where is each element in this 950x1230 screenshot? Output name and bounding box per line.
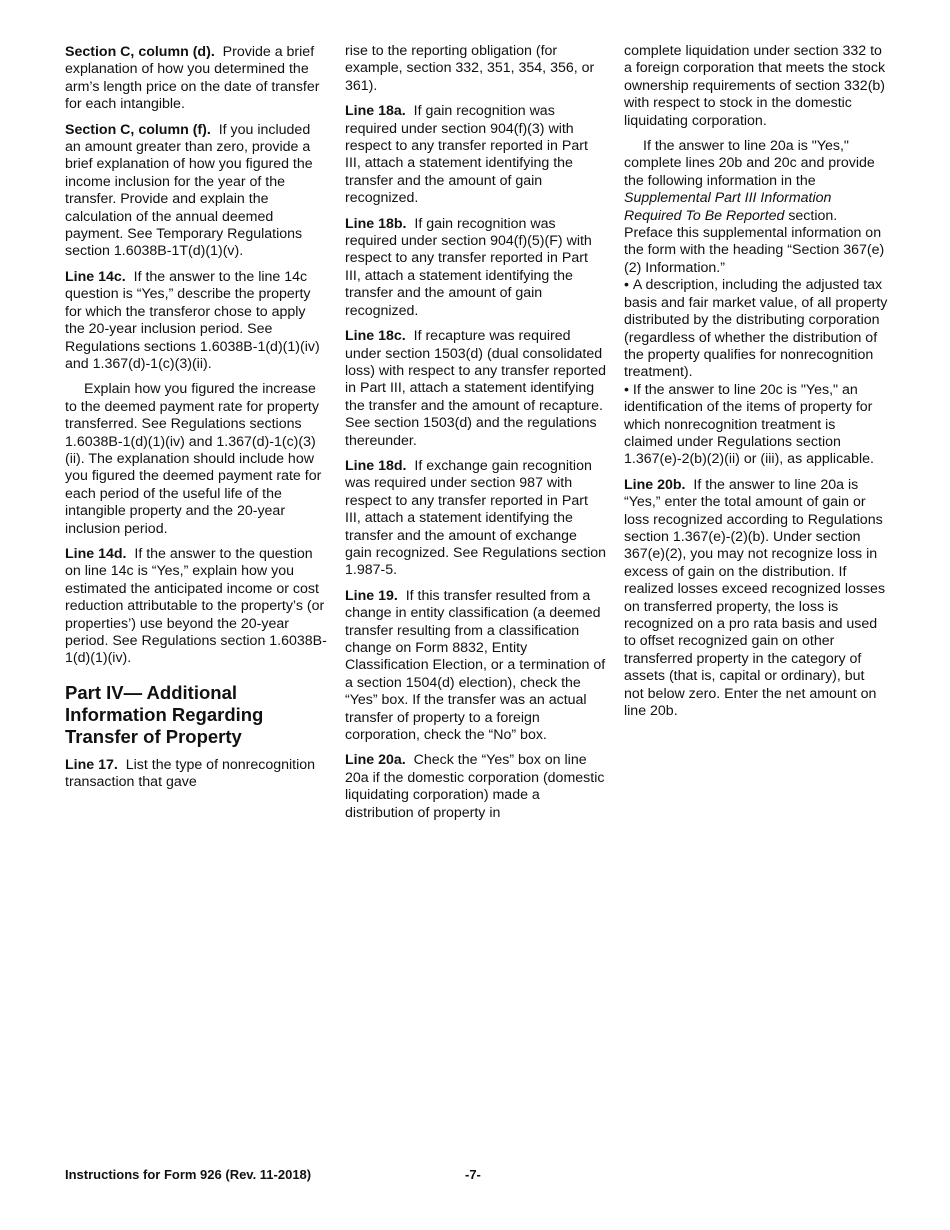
paragraph-line-19: Line 19. If this transfer resulted from a change in entity classification (a deemed transfer resulting from a classification change on Form 8832, Entity Classification Election, or a termination of a section 1504(d) election), check the “Yes” box. If the transfer was an actual transfer of property to a foreign corporation, check the “No” box. [345,587,606,744]
paragraph-line-18c: Line 18c. If recapture was required under section 1503(d) (dual consolidated loss) with respect to any transfer reported in Part III, attach a statement identifying the transfer and the amount of recapture. See section 1503(d) and the regulations thereunder. [345,328,607,449]
column-right [624,43,888,728]
column-middle [345,43,607,830]
part-iv-heading: Part IV— Additional Information Regarding Transfer of Property [65,681,264,747]
footer-form-title: Instructions for Form 926 (Rev. 11-2018) [65,1167,312,1182]
bullet-identification: • If the answer to line 20c is "Yes," an identification of the items of property for which nonrecognition treatment is claimed under Regulations section 1.367(e)-2(b)(2)(ii) or (iii), as applicable. [624,382,888,469]
paragraph-supplemental-info: If the answer to line 20a is "Yes," complete lines 20b and 20c and provide the following information in the Supplemental Part III Information Required To Be Reported section. Preface this supplemental information on the form with the heading “Section 367(e)(2) Information.” [624,138,885,276]
paragraph-section-c-col-f: Section C, column (f). If you included an amount greater than zero, provide a brief explanation of how you figured the income inclusion for the year of the transfer. Provide and explain the calculation of the annual deemed payment. See Temporary Regulations section 1.6038B-1T(d)(1)(v). [65,121,313,260]
column-left [65,44,327,800]
paragraph-line-20a: Line 20a. Check the “Yes” box on line 20a if the domestic corporation (domestic liquidating corporation) made a distribution of property in [345,752,605,821]
paragraph-line-17: Line 17. List the type of nonrecognition transaction that gave [65,756,316,791]
footer-page-number: -7- [465,1167,481,1182]
paragraph-line-14d: Line 14d. If the answer to the question on line 14c is “Yes,” explain how you estimated the anticipated income or cost reduction attributable to the property’s (or properties’) use beyond the 20-year period. See Regulations section 1.6038B-1(d)(1)(iv). [65,545,327,667]
paragraph-line-14c: Line 14c. If the answer to the line 14c question is “Yes,” describe the property for which the transferor chose to apply the 20-year inclusion period. See Regulations sections 1.6038B-1(d)(1)(iv) and 1.367(d)-1(c)(3)(ii). [65,268,320,372]
paragraph-line-18d: Line 18d. If exchange gain recognition was required under section 987 with respect to any transfer reported in Part III, attach a statement identifying the transfer and the amount of exchange gain recognized. See Regulations section 1.987-5. [345,457,607,579]
paragraph-line-20a-cont: complete liquidation under section 332 to a foreign corporation that meets the stock ownership requirements of section 332(b) with respect to stock in the domestic liquidating corporation. [624,43,886,129]
paragraph-line-18a: Line 18a. If gain recognition was required under section 904(f)(3) with respect to any transfer reported in Part III, attach a statement identifying the transfer and the amount of gain recognized. [345,103,588,207]
paragraph-deemed-payment: Explain how you figured the increase to the deemed payment rate for property transferred. See Regulations sections 1.6038B-1(d)(1)(iv) and 1.367(d)-1(c)(3)(ii). The explanation should include how you figured the deemed payment rate for each period of the useful life of the intangible property and the 20-year inclusion period. [65,381,322,537]
bullet-description: • A description, including the adjusted tax basis and fair market value, of all property distributed by the distributing corporation (regardless of whether the distribution of the property qualifies for nonrecognition treatment). [624,277,888,381]
paragraph-section-c-col-d: Section C, column (d). Provide a brief explanation of how you determined the arm’s length price on the date of transfer for each intangible. [65,44,320,113]
paragraph-line-17-cont: rise to the reporting obligation (for example, section 332, 351, 354, 356, or 361). [345,43,595,94]
paragraph-line-18b: Line 18b. If gain recognition was required under section 904(f)(5)(F) with respect to any transfer reported in Part III, attach a statement identifying the transfer and the amount of gain recognized. [345,215,592,319]
paragraph-line-20b: Line 20b. If the answer to line 20a is “Yes,” enter the total amount of gain or loss recognized according to Regulations section 1.367(e)-(2)(b). Under section 367(e)(2), you may not recognize loss in excess of gain on the distribution. If realized losses exceed recognized losses on transferred property, the loss is recognized on a pro rata basis and used to offset recognized gain on other transferred property in the category of assets (that is, capital or ordinary), but not below zero. Enter the net amount on line 20b. [624,476,886,720]
